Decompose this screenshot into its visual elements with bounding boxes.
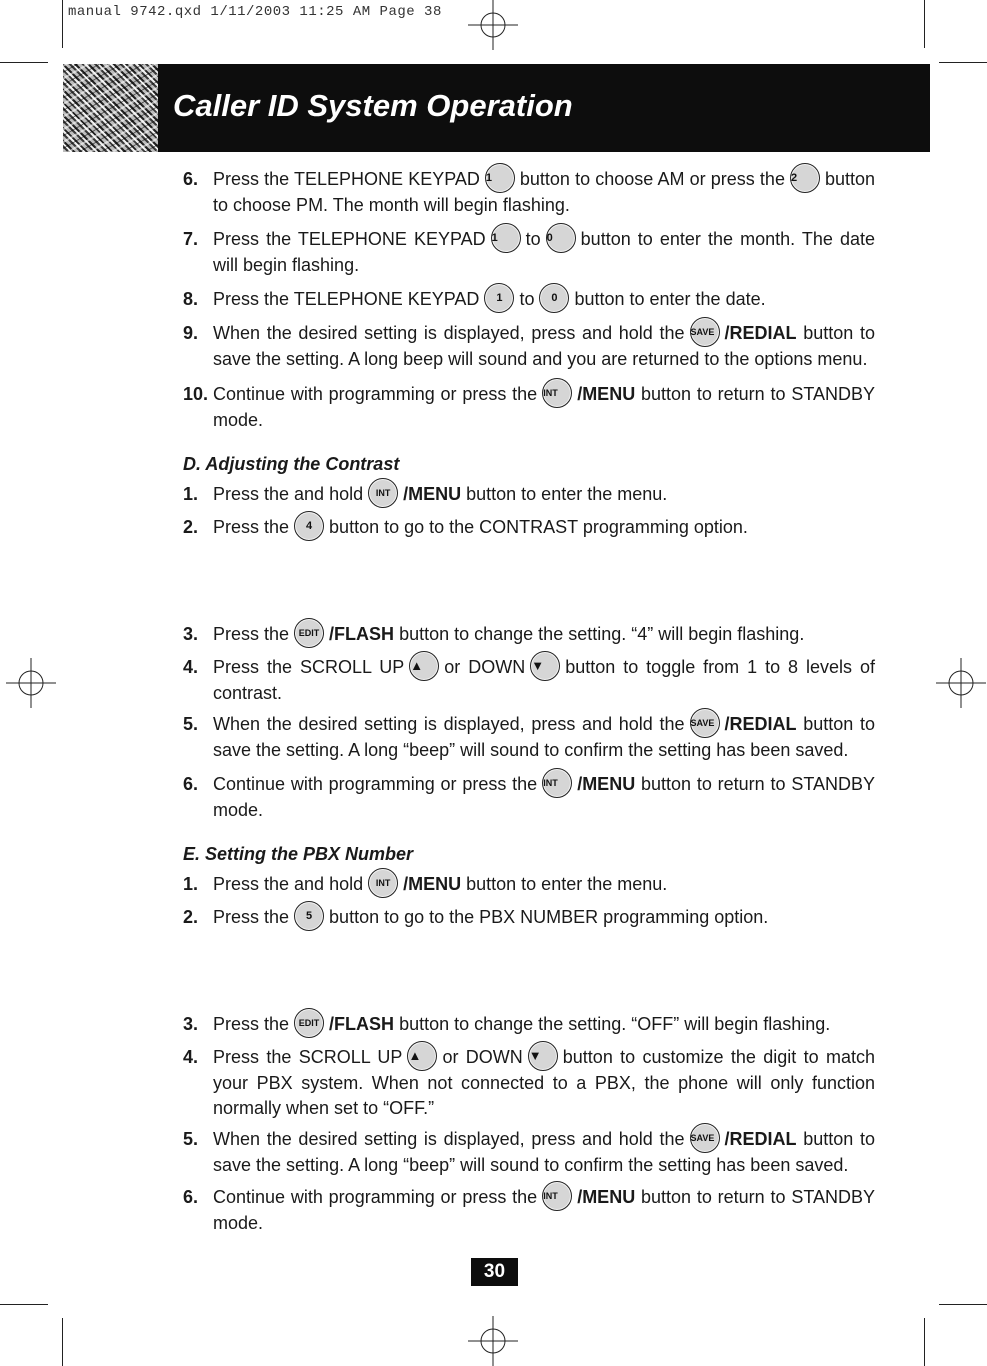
step-number: 6. <box>183 169 199 189</box>
step-e5 <box>183 1127 875 1178</box>
step-text: Press the and hold INT /MENU button to enter the menu. <box>213 482 875 508</box>
step-text: Press the 4 button to go to the CONTRAST programming option. <box>213 515 875 541</box>
step-number: 8. <box>183 289 199 309</box>
registration-mark-icon <box>468 1316 518 1366</box>
keypad-4-key-icon: 4 <box>294 511 324 541</box>
step-text: Continue with programming or press the INT /MENU button to return to STANDBY mode. <box>213 1185 875 1236</box>
step-number: 3. <box>183 624 199 644</box>
step-e3 <box>183 1012 875 1038</box>
step-10 <box>183 382 875 433</box>
keypad-2-key-icon: 2 <box>790 163 820 193</box>
step-number: 5. <box>183 714 199 734</box>
step-text: Press the TELEPHONE KEYPAD 1 button to choose AM or press the 2 button to choose PM. The month will begin flashing. <box>213 167 875 218</box>
int-key-icon: INT <box>542 1181 572 1211</box>
step-number: 4. <box>183 1047 199 1067</box>
step-number: 1. <box>183 484 199 504</box>
scroll-up-key-icon: ▲ <box>407 1041 437 1071</box>
step-text: When the desired setting is displayed, press and hold the SAVE /REDIAL button to save the setting. A long “beep” will sound to confirm the setting has been saved. <box>213 712 875 763</box>
step-6 <box>183 167 875 218</box>
step-text: Continue with programming or press the INT /MENU button to return to STANDBY mode. <box>213 382 875 433</box>
step-number: 6. <box>183 1187 199 1207</box>
page-number: 30 <box>471 1258 518 1286</box>
crop-mark <box>0 1304 48 1305</box>
scroll-up-key-icon: ▲ <box>409 651 439 681</box>
step-e1 <box>183 872 875 898</box>
registration-mark-icon <box>468 0 518 50</box>
save-key-icon: SAVE <box>690 317 720 347</box>
step-number: 2. <box>183 517 199 537</box>
step-number: 10. <box>183 384 209 404</box>
crop-mark <box>939 62 987 63</box>
page-title: Caller ID System Operation <box>173 88 573 123</box>
crop-mark <box>62 0 63 48</box>
section-e-heading: E. Setting the PBX Number <box>183 844 414 864</box>
step-text: Press the EDIT /FLASH button to change the setting. “OFF” will begin flashing. <box>213 1012 875 1038</box>
step-e6 <box>183 1185 875 1236</box>
step-number: 4. <box>183 657 199 677</box>
save-key-icon: SAVE <box>690 1123 720 1153</box>
step-7 <box>183 227 875 278</box>
step-number: 1. <box>183 874 199 894</box>
int-key-icon: INT <box>542 378 572 408</box>
scroll-down-key-icon: ▼ <box>530 651 560 681</box>
step-number: 9. <box>183 323 199 343</box>
crop-mark <box>924 1318 925 1366</box>
step-text: Continue with programming or press the INT /MENU button to return to STANDBY mode. <box>213 772 875 823</box>
keypad-5-key-icon: 5 <box>294 901 324 931</box>
step-d3 <box>183 622 875 648</box>
step-text: Press the and hold INT /MENU button to enter the menu. <box>213 872 875 898</box>
section-d-heading: D. Adjusting the Contrast <box>183 454 400 474</box>
step-number: 2. <box>183 907 199 927</box>
step-text: When the desired setting is displayed, press and hold the SAVE /REDIAL button to save the setting. A long “beep” will sound to confirm the setting has been saved. <box>213 1127 875 1178</box>
step-e2 <box>183 905 875 931</box>
int-key-icon: INT <box>542 768 572 798</box>
edit-key-icon: EDIT <box>294 618 324 648</box>
keypad-1-key-icon: 1 <box>484 283 514 313</box>
crop-mark <box>924 0 925 48</box>
crop-mark <box>939 1304 987 1305</box>
keypad-0-key-icon: 0 <box>539 283 569 313</box>
step-8 <box>183 287 875 313</box>
step-number: 5. <box>183 1129 199 1149</box>
step-number: 7. <box>183 229 199 249</box>
step-text: Press the SCROLL UP ▲ or DOWN ▼ button to toggle from 1 to 8 levels of contrast. <box>213 655 875 706</box>
edit-key-icon: EDIT <box>294 1008 324 1038</box>
step-text: Press the TELEPHONE KEYPAD 1 to 0 button to enter the date. <box>213 287 875 313</box>
step-number: 3. <box>183 1014 199 1034</box>
keypad-0-key-icon: 0 <box>546 223 576 253</box>
step-d2 <box>183 515 875 541</box>
crop-mark <box>62 1318 63 1366</box>
step-text: Press the SCROLL UP ▲ or DOWN ▼ button to customize the digit to match your PBX system. When not connected to a PBX, the phone will only function normally when set to “OFF.” <box>213 1045 875 1121</box>
step-text: Press the EDIT /FLASH button to change the setting. “4” will begin flashing. <box>213 622 875 648</box>
step-d4 <box>183 655 875 706</box>
step-number: 6. <box>183 774 199 794</box>
step-text: Press the 5 button to go to the PBX NUMBER programming option. <box>213 905 875 931</box>
step-text: When the desired setting is displayed, press and hold the SAVE /REDIAL button to save the setting. A long beep will sound and you are returned to the options menu. <box>213 321 875 372</box>
registration-mark-icon <box>6 658 56 708</box>
step-text: Press the TELEPHONE KEYPAD 1 to 0 button to enter the month. The date will begin flashing. <box>213 227 875 278</box>
print-slug: manual 9742.qxd 1/11/2003 11:25 AM Page 38 <box>68 4 442 20</box>
step-d1 <box>183 482 875 508</box>
section-banner <box>63 64 930 152</box>
keypad-1-key-icon: 1 <box>485 163 515 193</box>
step-e4 <box>183 1045 875 1121</box>
keypad-1-key-icon: 1 <box>491 223 521 253</box>
step-d5 <box>183 712 875 763</box>
scroll-down-key-icon: ▼ <box>528 1041 558 1071</box>
int-key-icon: INT <box>368 478 398 508</box>
step-9 <box>183 321 875 372</box>
save-key-icon: SAVE <box>690 708 720 738</box>
crop-mark <box>0 62 48 63</box>
registration-mark-icon <box>936 658 986 708</box>
int-key-icon: INT <box>368 868 398 898</box>
step-d6 <box>183 772 875 823</box>
banner-texture <box>63 64 158 152</box>
